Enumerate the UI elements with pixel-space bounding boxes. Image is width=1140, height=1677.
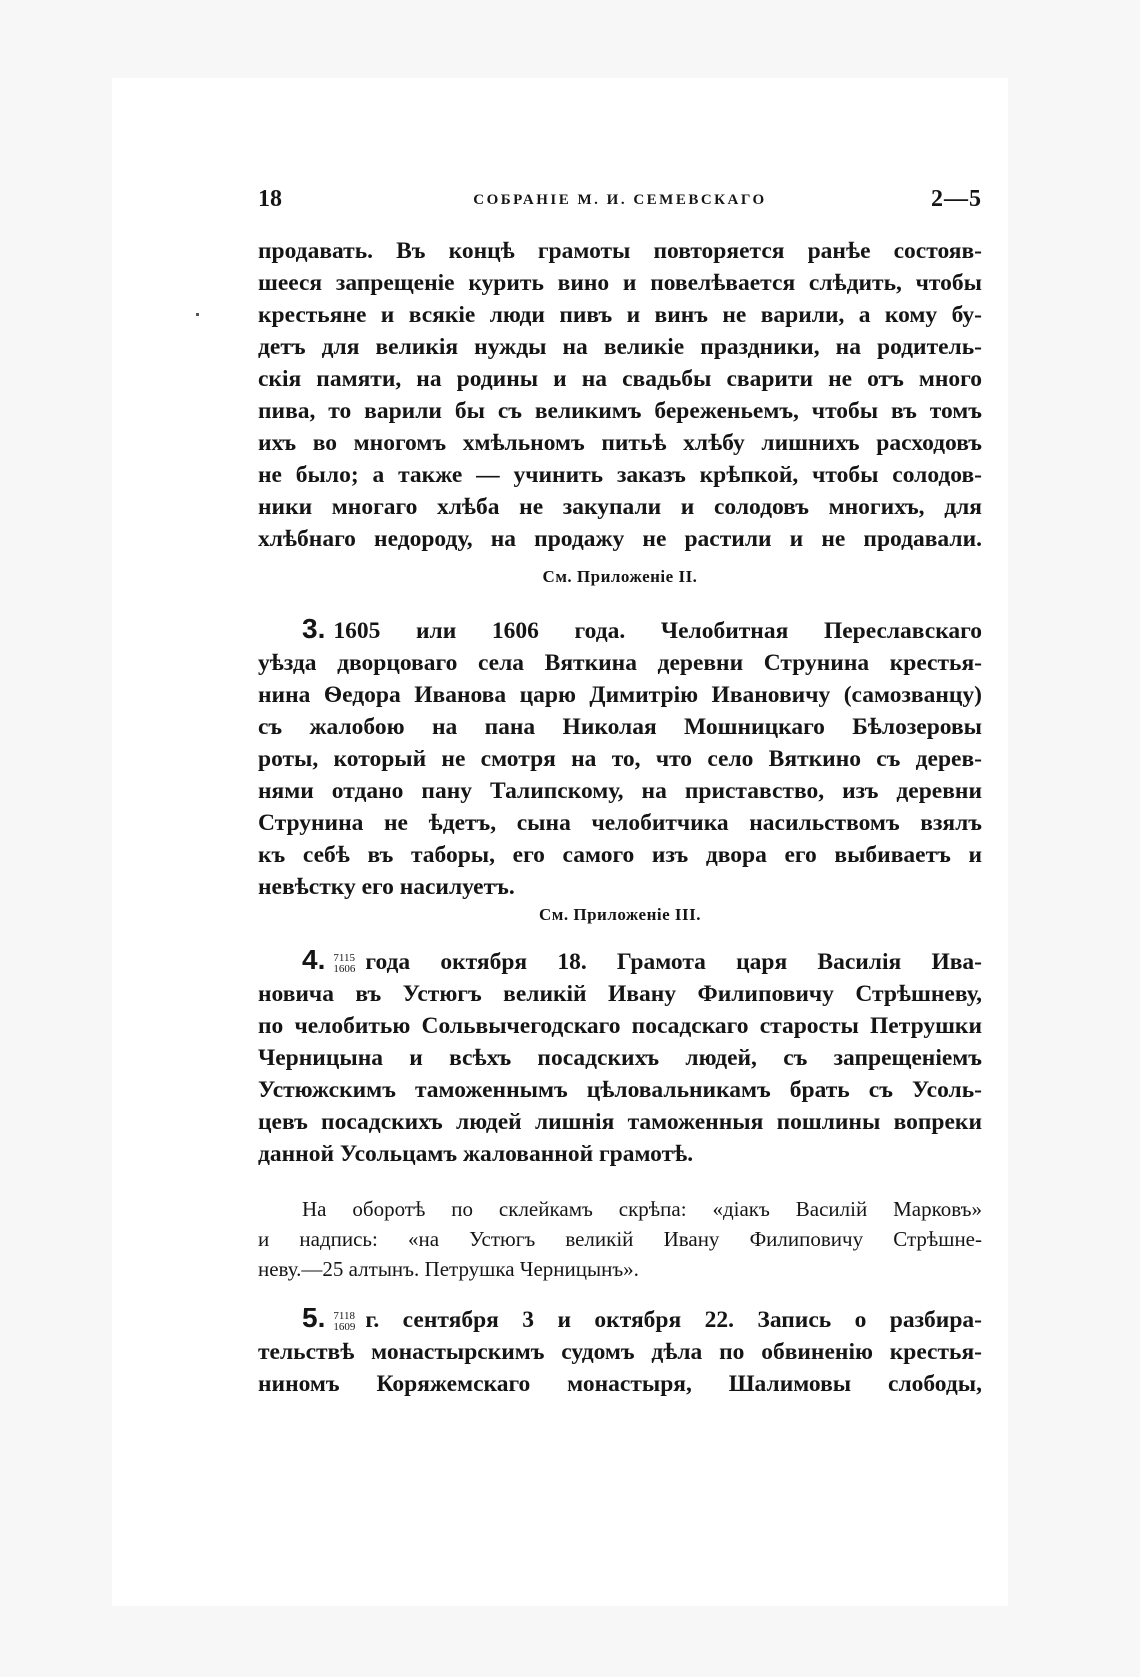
text-line: нина Ѳедора Иванова царю Димитрію Ивановичу (самозванцу) bbox=[258, 682, 982, 708]
text-line: цевъ посадскихъ людей лишнія таможенныя пошлины вопреки bbox=[258, 1109, 982, 1135]
text-line: ниномъ Коряжемскаго монастыря, Шалимовы слободы, bbox=[258, 1371, 982, 1397]
margin-speck bbox=[196, 313, 199, 316]
text-line: Струнина не ѣдетъ, сына челобитчика насильствомъ взялъ bbox=[258, 810, 982, 836]
text-line: тельствѣ монастырскимъ судомъ дѣла по обвиненію крестья- bbox=[258, 1339, 982, 1365]
entry-first-line: года октября 18. Грамота царя Василія Ива- bbox=[365, 949, 982, 975]
text-line: неву.—25 алтынъ. Петрушка Черницынъ». bbox=[258, 1257, 639, 1281]
entry-first-line: г. сентября 3 и октября 22. Запись о разбира- bbox=[365, 1307, 982, 1333]
appendix-reference: См. Приложеніе III. bbox=[538, 905, 701, 924]
text-line bbox=[258, 613, 982, 647]
text-line: уѣзда дворцоваго села Вяткина деревни Струнина крестья- bbox=[258, 650, 982, 676]
text-line: невѣстку его насилуетъ. bbox=[258, 874, 515, 900]
text-line: ихъ во многомъ хмѣльномъ питьѣ хлѣбу лишнихъ расходовъ bbox=[258, 430, 982, 456]
text-line: скія памяти, на родины и на свадьбы сварити не отъ много bbox=[258, 366, 982, 392]
text-line: данной Усольцамъ жалованной грамотѣ. bbox=[258, 1141, 694, 1167]
fraction-bottom: 1606 bbox=[333, 962, 356, 975]
text-line: крестьяне и всякіе люди пивъ и винъ не варили, а кому бу- bbox=[258, 302, 982, 328]
note-first-line: На оборотѣ по склейкамъ скрѣпа: «діакъ Василій Марковъ» bbox=[302, 1197, 982, 1221]
fraction-top: 7118 bbox=[333, 1309, 355, 1322]
text-line: не было; а также — учинить заказъ крѣпкой, чтобы солодов- bbox=[258, 462, 982, 488]
entry-4 bbox=[258, 944, 982, 1170]
text-line: съ жалобою на пана Николая Мошницкаго Бѣлозеровы bbox=[258, 714, 982, 740]
appendix-reference: См. Приложеніе II. bbox=[542, 567, 698, 586]
entry-5 bbox=[258, 1302, 982, 1400]
text-line: роты, который не смотря на то, что село Вяткино съ дерев- bbox=[258, 746, 982, 772]
date-fraction bbox=[333, 953, 355, 975]
running-title: СОБРАНІЕ М. И. СЕМЕВСКАГО bbox=[473, 192, 767, 208]
text-line bbox=[258, 1302, 982, 1336]
entry-4-note bbox=[258, 1194, 982, 1284]
text-line: и надпись: «на Устюгъ великій Ивану Филиповичу Стрѣшне- bbox=[258, 1227, 982, 1251]
text-line: къ себѣ въ таборы, его самого изъ двора его выбиваетъ и bbox=[258, 842, 982, 868]
text-line: по челобитью Сольвычегодскаго посадскаго старосты Петрушки bbox=[258, 1013, 982, 1039]
text-line bbox=[258, 944, 982, 978]
fraction-bottom: 1609 bbox=[333, 1320, 356, 1333]
page-number: 18 bbox=[258, 186, 282, 212]
running-header bbox=[258, 186, 982, 214]
text-line: Черницына и всѣхъ посадскихъ людей, съ запрещеніемъ bbox=[258, 1045, 982, 1071]
text-line bbox=[258, 1194, 982, 1224]
entry-first-line: 1605 или 1606 года. Челобитная Переславскаго bbox=[333, 618, 982, 644]
text-line: детъ для великія нужды на великіе праздники, на родитель- bbox=[258, 334, 982, 360]
date-fraction bbox=[333, 1311, 355, 1333]
paragraph-continuation bbox=[258, 235, 982, 555]
fraction-top: 7115 bbox=[333, 951, 355, 964]
entry-number: 3. bbox=[302, 613, 326, 644]
text-line: ники многаго хлѣба не закупали и солодовъ многихъ, для bbox=[258, 494, 982, 520]
text-line: нями отдано пану Талипскому, на приставство, изъ деревни bbox=[258, 778, 982, 804]
text-line: продавать. Въ концѣ грамоты повторяется ранѣе состояв- bbox=[258, 238, 982, 264]
text-line: новича въ Устюгъ великій Ивану Филиповичу Стрѣшневу, bbox=[258, 981, 982, 1007]
text-line: пива, то варили бы съ великимъ береженьемъ, чтобы въ томъ bbox=[258, 398, 982, 424]
entry-number: 4. bbox=[302, 944, 326, 975]
entry-range: 2—5 bbox=[931, 186, 982, 212]
entry-3 bbox=[258, 613, 982, 903]
text-line: шееся запрещеніе курить вино и повелѣвается слѣдить, чтобы bbox=[258, 270, 982, 296]
text-line: Устюжскимъ таможеннымъ цѣловальникамъ брать съ Усоль- bbox=[258, 1077, 982, 1103]
text-line: хлѣбнаго недороду, на продажу не растили и не продавали. bbox=[258, 526, 982, 552]
entry-number: 5. bbox=[302, 1302, 326, 1333]
